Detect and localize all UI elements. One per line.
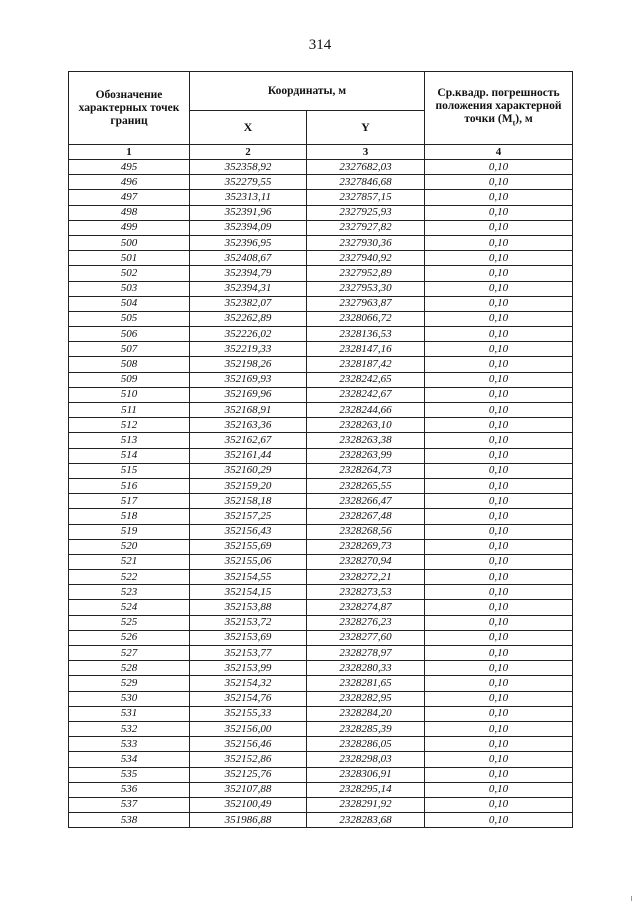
x-coordinate-cell: 352125,76	[190, 767, 307, 782]
table-row	[69, 372, 573, 387]
point-id-cell: 501	[69, 251, 190, 266]
y-coordinate-cell: 2328187,42	[307, 357, 425, 372]
y-coordinate-cell: 2328278,97	[307, 646, 425, 661]
point-id-cell: 515	[69, 463, 190, 478]
x-coordinate-cell: 352169,93	[190, 372, 307, 387]
x-coordinate-cell: 352153,72	[190, 615, 307, 630]
table-row	[69, 357, 573, 372]
x-coordinate-cell: 352153,99	[190, 661, 307, 676]
point-id-cell: 523	[69, 585, 190, 600]
point-id-cell: 517	[69, 494, 190, 509]
error-cell: 0,10	[425, 266, 573, 281]
point-id-cell: 522	[69, 570, 190, 585]
x-coordinate-cell: 352153,77	[190, 646, 307, 661]
error-cell: 0,10	[425, 782, 573, 797]
point-id-cell: 504	[69, 296, 190, 311]
x-coordinate-cell: 352155,69	[190, 539, 307, 554]
y-coordinate-cell: 2328291,92	[307, 797, 425, 812]
x-coordinate-cell: 352160,29	[190, 463, 307, 478]
point-id-cell: 496	[69, 175, 190, 190]
point-id-cell: 500	[69, 235, 190, 250]
point-id-cell: 537	[69, 797, 190, 812]
point-id-cell: 528	[69, 661, 190, 676]
y-coordinate-cell: 2327857,15	[307, 190, 425, 205]
y-coordinate-cell: 2328242,65	[307, 372, 425, 387]
error-cell: 0,10	[425, 357, 573, 372]
table-row	[69, 463, 573, 478]
point-id-cell: 495	[69, 160, 190, 175]
y-coordinate-cell: 2328306,91	[307, 767, 425, 782]
table-row	[69, 813, 573, 828]
x-coordinate-cell: 352198,26	[190, 357, 307, 372]
error-cell: 0,10	[425, 160, 573, 175]
x-coordinate-cell: 352157,25	[190, 509, 307, 524]
error-cell: 0,10	[425, 342, 573, 357]
table-row	[69, 342, 573, 357]
y-coordinate-cell: 2328298,03	[307, 752, 425, 767]
error-cell: 0,10	[425, 585, 573, 600]
table-row	[69, 524, 573, 539]
header-error: Ср.квадр. погрешность положения характерной точки $(M_t)$, м	[425, 72, 573, 145]
error-cell: 0,10	[425, 494, 573, 509]
coordinates-table	[68, 71, 573, 828]
y-coordinate-cell: 2327940,92	[307, 251, 425, 266]
error-cell: 0,10	[425, 463, 573, 478]
header-point-designation: Обозначение характерных точек границ	[69, 72, 190, 145]
table-row	[69, 615, 573, 630]
error-cell: 0,10	[425, 706, 573, 721]
x-coordinate-cell: 352394,79	[190, 266, 307, 281]
error-cell: 0,10	[425, 630, 573, 645]
x-coordinate-cell: 352394,09	[190, 220, 307, 235]
y-coordinate-cell: 2328242,67	[307, 387, 425, 402]
error-cell: 0,10	[425, 554, 573, 569]
point-id-cell: 524	[69, 600, 190, 615]
error-cell: 0,10	[425, 752, 573, 767]
table-row	[69, 737, 573, 752]
point-id-cell: 526	[69, 630, 190, 645]
x-coordinate-cell: 352153,88	[190, 600, 307, 615]
table-row	[69, 160, 573, 175]
y-coordinate-cell: 2328280,33	[307, 661, 425, 676]
y-coordinate-cell: 2328295,14	[307, 782, 425, 797]
y-coordinate-cell: 2327952,89	[307, 266, 425, 281]
x-coordinate-cell: 352161,44	[190, 448, 307, 463]
table-row	[69, 600, 573, 615]
x-coordinate-cell: 352226,02	[190, 327, 307, 342]
error-cell: 0,10	[425, 737, 573, 752]
error-cell: 0,10	[425, 600, 573, 615]
y-coordinate-cell: 2328263,10	[307, 418, 425, 433]
error-cell: 0,10	[425, 281, 573, 296]
y-coordinate-cell: 2328269,73	[307, 539, 425, 554]
y-coordinate-cell: 2327927,82	[307, 220, 425, 235]
point-id-cell: 533	[69, 737, 190, 752]
y-coordinate-cell: 2328147,16	[307, 342, 425, 357]
x-coordinate-cell: 352156,46	[190, 737, 307, 752]
error-cell: 0,10	[425, 433, 573, 448]
column-number-row	[69, 145, 573, 160]
y-coordinate-cell: 2328284,20	[307, 706, 425, 721]
header-x: X	[190, 111, 307, 145]
table-row	[69, 251, 573, 266]
table-row	[69, 281, 573, 296]
table-row	[69, 509, 573, 524]
point-id-cell: 518	[69, 509, 190, 524]
x-coordinate-cell: 352169,96	[190, 387, 307, 402]
x-coordinate-cell: 352153,69	[190, 630, 307, 645]
table-body	[69, 160, 573, 828]
x-coordinate-cell: 352152,86	[190, 752, 307, 767]
table-row	[69, 190, 573, 205]
header-y: Y	[307, 111, 425, 145]
x-coordinate-cell: 352107,88	[190, 782, 307, 797]
point-id-cell: 511	[69, 403, 190, 418]
x-coordinate-cell: 351986,88	[190, 813, 307, 828]
error-cell: 0,10	[425, 205, 573, 220]
y-coordinate-cell: 2328283,68	[307, 813, 425, 828]
header-coordinates: Координаты, м	[190, 72, 425, 111]
error-cell: 0,10	[425, 539, 573, 554]
point-id-cell: 531	[69, 706, 190, 721]
x-coordinate-cell: 352154,32	[190, 676, 307, 691]
x-coordinate-cell: 352154,15	[190, 585, 307, 600]
y-coordinate-cell: 2328244,66	[307, 403, 425, 418]
error-cell: 0,10	[425, 372, 573, 387]
table-row	[69, 554, 573, 569]
y-coordinate-cell: 2328276,23	[307, 615, 425, 630]
error-cell: 0,10	[425, 478, 573, 493]
table-row	[69, 646, 573, 661]
point-id-cell: 510	[69, 387, 190, 402]
y-coordinate-cell: 2327682,03	[307, 160, 425, 175]
point-id-cell: 520	[69, 539, 190, 554]
error-cell: 0,10	[425, 524, 573, 539]
y-coordinate-cell: 2328268,56	[307, 524, 425, 539]
point-id-cell: 505	[69, 311, 190, 326]
y-coordinate-cell: 2328273,53	[307, 585, 425, 600]
y-coordinate-cell: 2328264,73	[307, 463, 425, 478]
page-number: 314	[308, 37, 332, 53]
table-row	[69, 205, 573, 220]
y-coordinate-cell: 2328277,60	[307, 630, 425, 645]
table-row	[69, 266, 573, 281]
table-row	[69, 418, 573, 433]
table-row	[69, 797, 573, 812]
error-cell: 0,10	[425, 311, 573, 326]
point-id-cell: 508	[69, 357, 190, 372]
x-coordinate-cell: 352155,06	[190, 554, 307, 569]
column-number: 2	[190, 145, 307, 160]
x-coordinate-cell: 352154,76	[190, 691, 307, 706]
y-coordinate-cell: 2328270,94	[307, 554, 425, 569]
x-coordinate-cell: 352408,67	[190, 251, 307, 266]
x-coordinate-cell: 352394,31	[190, 281, 307, 296]
table-row	[69, 676, 573, 691]
error-cell: 0,10	[425, 691, 573, 706]
error-cell: 0,10	[425, 235, 573, 250]
point-id-cell: 509	[69, 372, 190, 387]
y-coordinate-cell: 2328286,05	[307, 737, 425, 752]
error-cell: 0,10	[425, 175, 573, 190]
error-cell: 0,10	[425, 661, 573, 676]
table-row	[69, 570, 573, 585]
y-coordinate-cell: 2328263,38	[307, 433, 425, 448]
point-id-cell: 499	[69, 220, 190, 235]
table-row	[69, 494, 573, 509]
point-id-cell: 503	[69, 281, 190, 296]
y-coordinate-cell: 2328265,55	[307, 478, 425, 493]
x-coordinate-cell: 352154,55	[190, 570, 307, 585]
table-row	[69, 661, 573, 676]
point-id-cell: 527	[69, 646, 190, 661]
x-coordinate-cell: 352155,33	[190, 706, 307, 721]
point-id-cell: 506	[69, 327, 190, 342]
x-coordinate-cell: 352156,00	[190, 721, 307, 736]
error-cell: 0,10	[425, 797, 573, 812]
point-id-cell: 529	[69, 676, 190, 691]
table-row	[69, 706, 573, 721]
error-cell: 0,10	[425, 220, 573, 235]
x-coordinate-cell: 352159,20	[190, 478, 307, 493]
table-row	[69, 387, 573, 402]
x-coordinate-cell: 352168,91	[190, 403, 307, 418]
point-id-cell: 535	[69, 767, 190, 782]
column-number: 3	[307, 145, 425, 160]
error-cell: 0,10	[425, 676, 573, 691]
point-id-cell: 519	[69, 524, 190, 539]
x-coordinate-cell: 352162,67	[190, 433, 307, 448]
point-id-cell: 497	[69, 190, 190, 205]
point-id-cell: 513	[69, 433, 190, 448]
table-row	[69, 403, 573, 418]
table-row	[69, 767, 573, 782]
table-row	[69, 327, 573, 342]
column-number: 4	[425, 145, 573, 160]
error-cell: 0,10	[425, 570, 573, 585]
table-row	[69, 175, 573, 190]
y-coordinate-cell: 2328066,72	[307, 311, 425, 326]
y-coordinate-cell: 2328263,99	[307, 448, 425, 463]
point-id-cell: 521	[69, 554, 190, 569]
error-cell: 0,10	[425, 448, 573, 463]
error-cell: 0,10	[425, 403, 573, 418]
table-row	[69, 448, 573, 463]
point-id-cell: 498	[69, 205, 190, 220]
table-row	[69, 296, 573, 311]
error-cell: 0,10	[425, 327, 573, 342]
y-coordinate-cell: 2327846,68	[307, 175, 425, 190]
error-cell: 0,10	[425, 721, 573, 736]
point-id-cell: 538	[69, 813, 190, 828]
y-coordinate-cell: 2328267,48	[307, 509, 425, 524]
error-cell: 0,10	[425, 190, 573, 205]
point-id-cell: 525	[69, 615, 190, 630]
x-coordinate-cell: 352156,43	[190, 524, 307, 539]
y-coordinate-cell: 2328281,65	[307, 676, 425, 691]
y-coordinate-cell: 2328136,53	[307, 327, 425, 342]
point-id-cell: 512	[69, 418, 190, 433]
x-coordinate-cell: 352358,92	[190, 160, 307, 175]
x-coordinate-cell: 352391,96	[190, 205, 307, 220]
column-number: 1	[69, 145, 190, 160]
x-coordinate-cell: 352158,18	[190, 494, 307, 509]
table-row	[69, 433, 573, 448]
table-row	[69, 478, 573, 493]
table-row	[69, 220, 573, 235]
error-cell: 0,10	[425, 387, 573, 402]
y-coordinate-cell: 2328285,39	[307, 721, 425, 736]
error-cell: 0,10	[425, 296, 573, 311]
error-cell: 0,10	[425, 418, 573, 433]
table-row	[69, 721, 573, 736]
y-coordinate-cell: 2327925,93	[307, 205, 425, 220]
y-coordinate-cell: 2328282,95	[307, 691, 425, 706]
y-coordinate-cell: 2327953,30	[307, 281, 425, 296]
x-coordinate-cell: 352396,95	[190, 235, 307, 250]
table-row	[69, 782, 573, 797]
error-cell: 0,10	[425, 646, 573, 661]
point-id-cell: 532	[69, 721, 190, 736]
point-id-cell: 502	[69, 266, 190, 281]
table-row	[69, 311, 573, 326]
point-id-cell: 514	[69, 448, 190, 463]
table-row	[69, 752, 573, 767]
table-row	[69, 585, 573, 600]
point-id-cell: 507	[69, 342, 190, 357]
point-id-cell: 536	[69, 782, 190, 797]
error-cell: 0,10	[425, 767, 573, 782]
y-coordinate-cell: 2327963,87	[307, 296, 425, 311]
scan-mark	[631, 896, 632, 901]
x-coordinate-cell: 352313,11	[190, 190, 307, 205]
point-id-cell: 530	[69, 691, 190, 706]
y-coordinate-cell: 2328274,87	[307, 600, 425, 615]
x-coordinate-cell: 352100,49	[190, 797, 307, 812]
x-coordinate-cell: 352262,89	[190, 311, 307, 326]
y-coordinate-cell: 2327930,36	[307, 235, 425, 250]
table-row	[69, 691, 573, 706]
error-cell: 0,10	[425, 615, 573, 630]
table-row	[69, 235, 573, 250]
x-coordinate-cell: 352163,36	[190, 418, 307, 433]
x-coordinate-cell: 352279,55	[190, 175, 307, 190]
table-row	[69, 630, 573, 645]
point-id-cell: 534	[69, 752, 190, 767]
y-coordinate-cell: 2328266,47	[307, 494, 425, 509]
x-coordinate-cell: 352219,33	[190, 342, 307, 357]
x-coordinate-cell: 352382,07	[190, 296, 307, 311]
point-id-cell: 516	[69, 478, 190, 493]
error-cell: 0,10	[425, 251, 573, 266]
table-row	[69, 539, 573, 554]
error-cell: 0,10	[425, 509, 573, 524]
y-coordinate-cell: 2328272,21	[307, 570, 425, 585]
error-cell: 0,10	[425, 813, 573, 828]
